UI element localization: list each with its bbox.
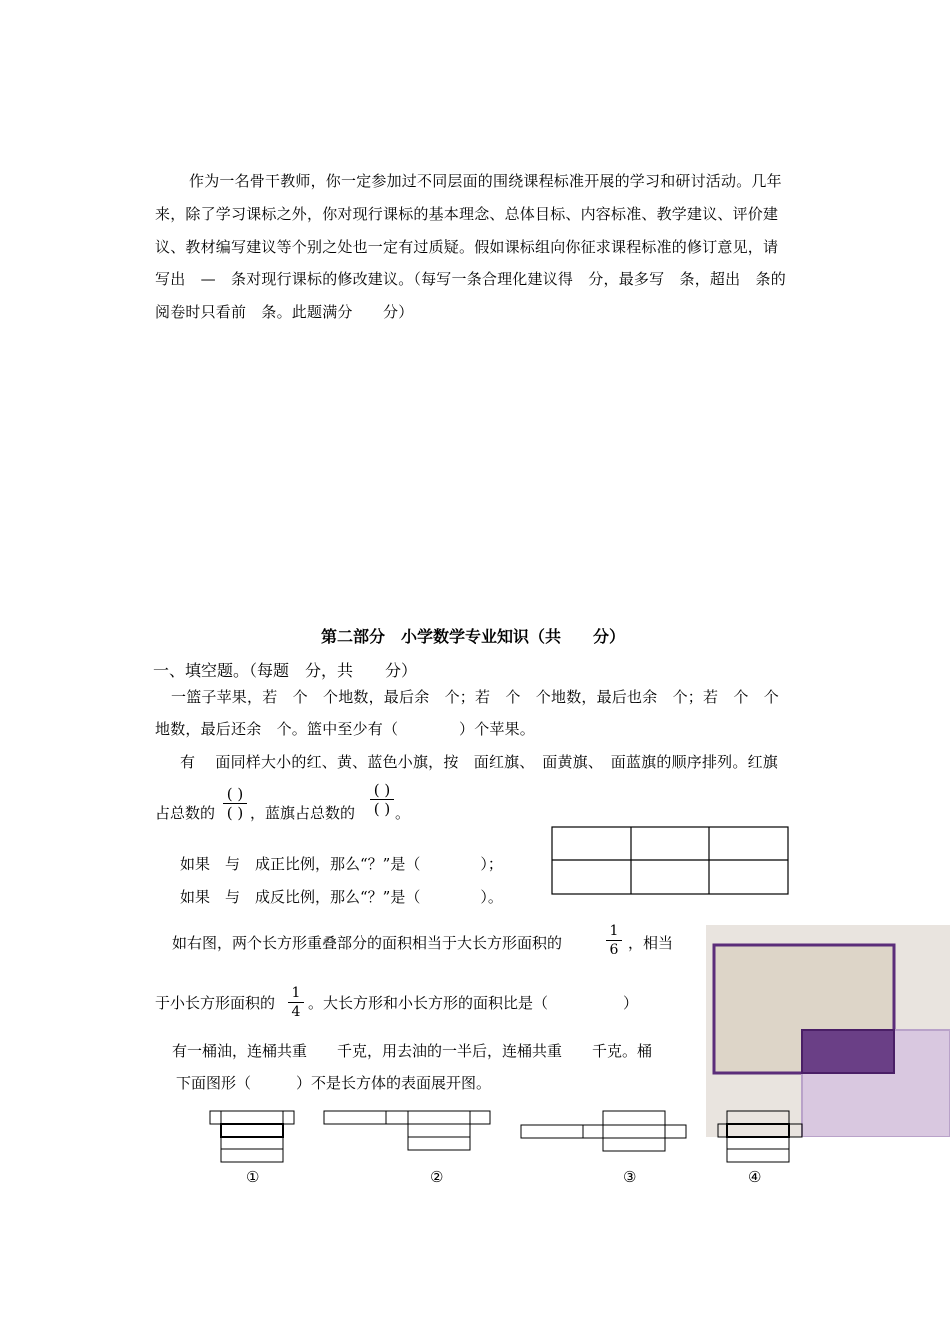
net-label-2: ② [430,1168,444,1186]
overlap-region [802,1030,894,1073]
fraction-denominator: 4 [288,1002,304,1021]
q2-middle: ，蓝旗占总数的 [250,804,356,822]
q6-text: 下面图形（ ）不是长方体的表面展开图。 [176,1074,492,1092]
fraction-denominator: 6 [606,940,622,959]
essay-line-4: 写出 — 条对现行课标的修改建议。（每写一条合理化建议得 分，最多写 条，超出 条的 [155,270,786,288]
fraction-denominator: ( ) [370,799,394,818]
essay-line-2: 来，除了学习课标之外，你对现行课标的基本理念、总体目标、内容标准、教学建议、评价建 [155,205,779,223]
net-diagram-2 [322,1108,492,1164]
net-diagram-4 [716,1108,806,1164]
q3-line-2: 如果 与 成反比例，那么“？”是（ ）。 [180,888,503,906]
net-label-4: ④ [748,1168,762,1186]
part2-title: 第二部分 小学数学专业知识（共 分） [321,627,626,646]
q4-fraction-1-6 [606,922,622,959]
overlap-rectangles-figure [706,925,950,1137]
q3-table [551,826,791,896]
net-label-1: ① [246,1168,260,1186]
fraction-numerator: ( ) [373,781,391,799]
q1-line-2: 地数，最后还余 个。篮中至少有（ ）个苹果。 [155,720,536,738]
net-diagram-3 [519,1108,689,1164]
q1-line-1: 一篮子苹果，若 个 个地数，最后余 个；若 个 个地数，最后也余 个；若 个 个 [171,688,780,706]
essay-line-5: 阅卷时只看前 条。此题满分 分） [155,303,414,321]
q2-suffix: 。 [395,804,411,822]
q2-line-1: 有 面同样大小的红、黄、蓝色小旗，按 面红旗、 面黄旗、 面蓝旗的顺序排列。红旗 [180,753,778,771]
essay-line-3: 议、教材编写建议等个别之处也一定有过质疑。假如课标组向你征求课程标准的修订意见，请 [155,238,779,256]
section1-heading: 一、填空题。（每题 分，共 分） [153,661,418,680]
q2-prefix: 占总数的 [155,804,216,822]
fraction-numerator: ( ) [226,785,244,803]
q4-fraction-1-4 [288,984,304,1021]
fraction-denominator: ( ) [223,803,247,822]
essay-line-1: 作为一名骨干教师，你一定参加过不同层面的围绕课程标准开展的学习和研讨活动。几年 [189,172,782,190]
net-label-3: ③ [623,1168,637,1186]
q2-fraction-red [223,785,247,822]
q4-line-2-end: 。大长方形和小长方形的面积比是（ ） [308,994,639,1012]
q4-line-1-end: ，相当 [628,934,674,952]
fraction-numerator: 1 [291,985,301,1001]
q3-line-1: 如果 与 成正比例，那么“？”是（ ）； [180,855,503,873]
q2-fraction-blue [370,781,394,818]
net-diagram-1 [208,1108,298,1164]
q4-line-2: 于小长方形面积的 [155,994,276,1012]
q5-text: 有一桶油，连桶共重 千克，用去油的一半后，连桶共重 千克。桶 [172,1042,653,1060]
q4-line-1: 如右图，两个长方形重叠部分的面积相当于大长方形面积的 [172,934,563,952]
fraction-numerator: 1 [609,923,619,939]
